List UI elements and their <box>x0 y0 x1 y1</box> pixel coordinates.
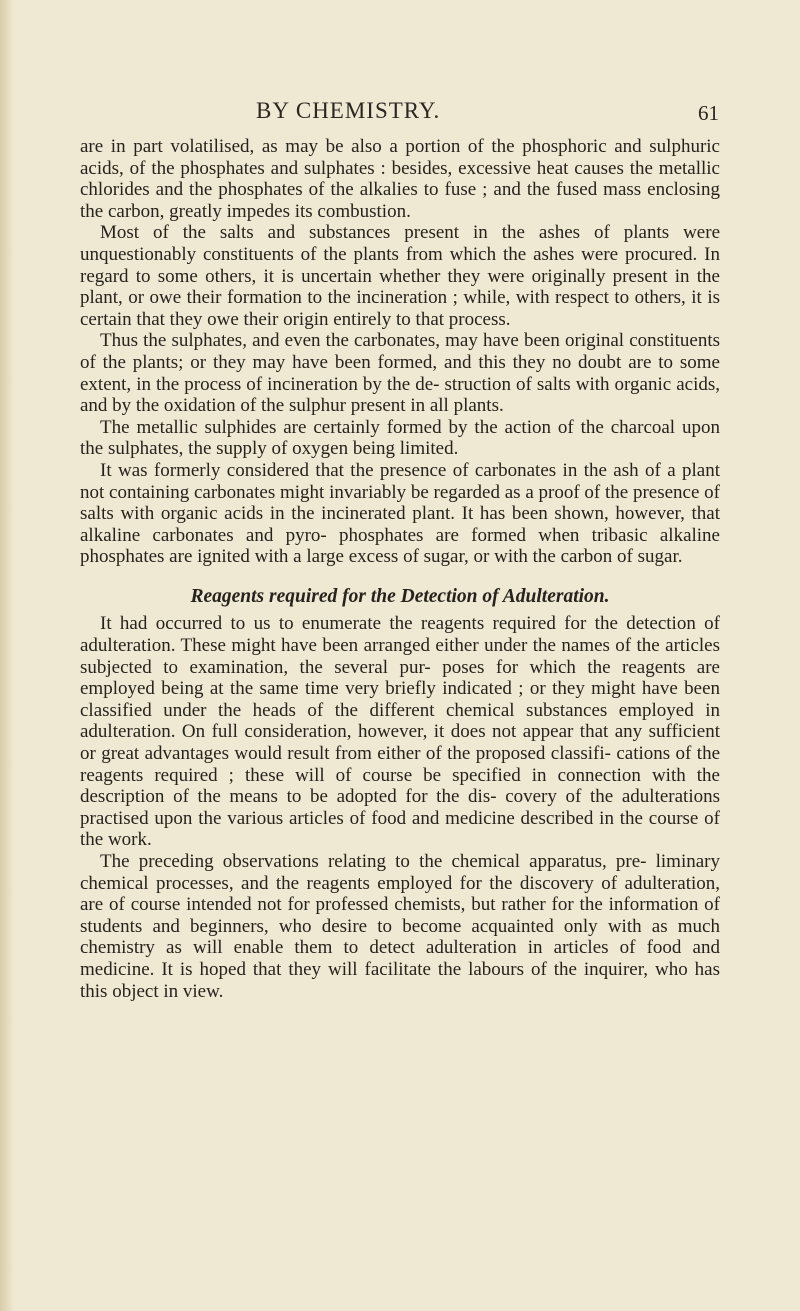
paragraph: It was formerly considered that the presence of carbonates in the ash of a plant not containing carbonates might invariably be regarded as a proof of the presence of salts with organic acids in the incinerated plant. It has been shown, however, that alkaline carbonates and pyro- phosphates are formed when tribasic alkaline phosphates are ignited with a large excess of sugar, or with the carbon of sugar. <box>80 459 720 568</box>
paragraph: Thus the sulphates, and even the carbonates, may have been original constituents of the plants; or they may have been formed, and this they no doubt are to some extent, in the process of incineration by the de- struction of salts with organic acids, and by the oxidation of the sulphur present in all plants. <box>80 330 720 417</box>
running-head: BY CHEMISTRY. <box>256 98 441 123</box>
body-text <box>80 136 720 1002</box>
page-spine-shadow <box>0 0 14 1311</box>
paragraph-continued: are in part volatilised, as may be also a portion of the phosphoric and sulphuric acids, of the phosphates and sulphates : besides, excessive heat causes the metallic chlorides and the phosphates of the alkalies to fuse ; and the fused mass enclosing the carbon, greatly impedes its combustion. <box>80 136 720 222</box>
paragraph: It had occurred to us to enumerate the reagents required for the detection of adulteration. These might have been arranged either under the names of the articles subjected to examination, the several pur- poses for which the reagents are employed being at the same time very briefly indicated ; or they might have been classified under the heads of the different chemical substances employed in adulteration. On full consideration, however, it does not appear that any sufficient or great advantages would result from either of the proposed classifi- cations of the reagents required ; these will of course be specified in connection with the description of the means to be adopted for the dis- covery of the adulterations practised upon the various articles of food and medicine described in the course of the work. <box>80 613 720 851</box>
paragraph: The metallic sulphides are certainly formed by the action of the charcoal upon the sulphates, the supply of oxygen being limited. <box>80 416 720 460</box>
page-number: 61 <box>698 101 719 125</box>
paragraph: The preceding observations relating to the chemical apparatus, pre- liminary chemical processes, and the reagents employed for the discovery of adulteration, are of course intended not for professed chemists, but rather for the information of students and beginners, who desire to become acquainted only with as much chemistry as will enable them to detect adulteration in articles of food and medicine. It is hoped that they will facilitate the labours of the inquirer, who has this object in view. <box>80 851 720 1002</box>
page-header <box>0 98 800 138</box>
section-heading: Reagents required for the Detection of Adulteration. <box>190 585 610 607</box>
paragraph: Most of the salts and substances present in the ashes of plants were unquestionably constituents of the plants from which the ashes were procured. In regard to some others, it is uncertain whether they were originally present in the plant, or owe their formation to the incineration ; while, with respect to others, it is certain that they owe their origin entirely to that process. <box>80 222 720 330</box>
